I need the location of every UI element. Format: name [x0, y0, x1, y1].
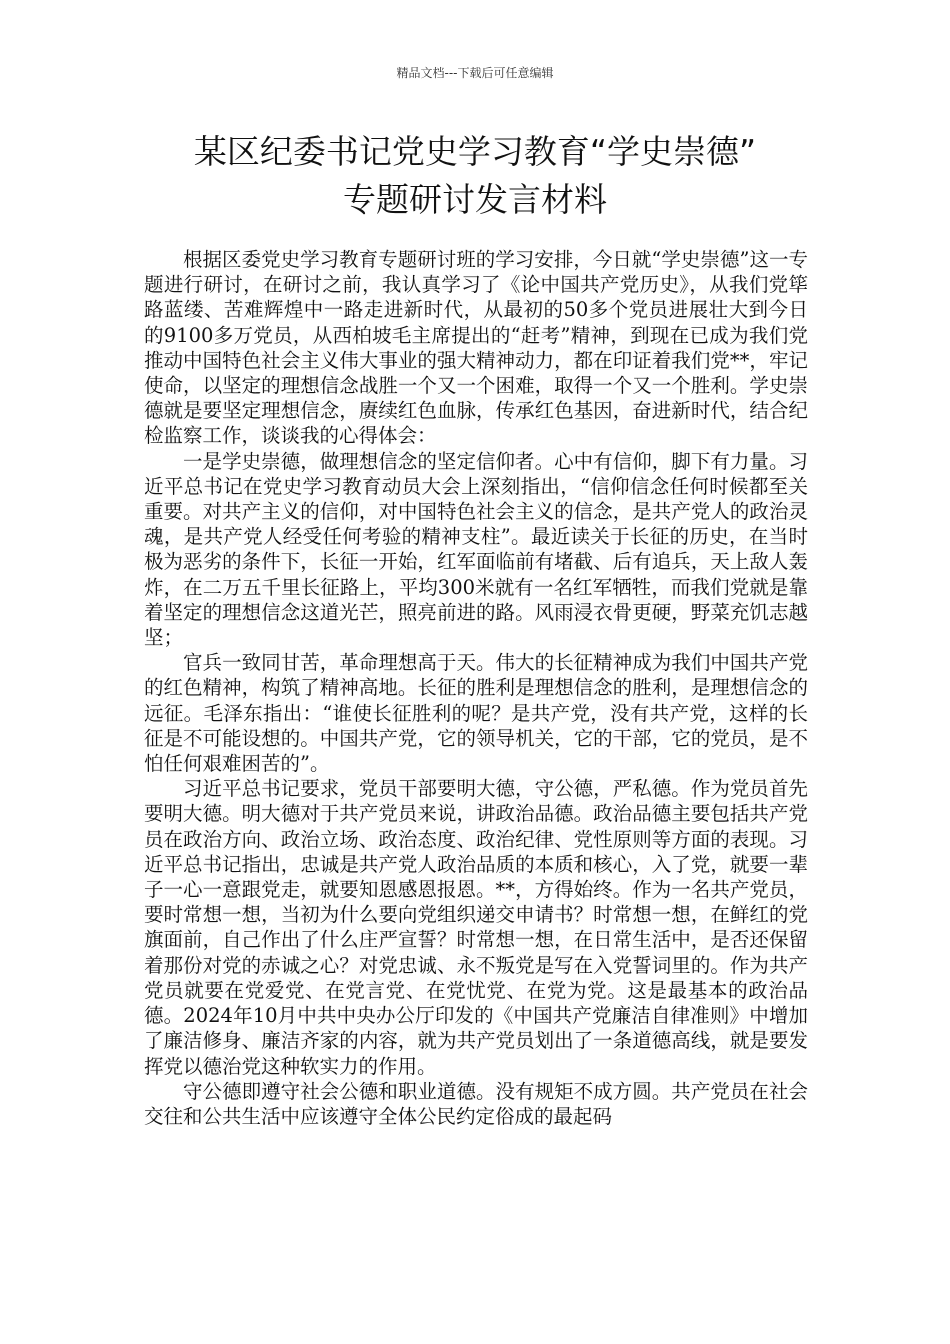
paragraph-2: 一是学史崇德，做理想信念的坚定信仰者。心中有信仰，脚下有力量。习近平总书记在党史学习教育动员大会上深刻指出，“信仰信念任何时候都至关重要。对共产主义的信仰，对中国特色社会主义的信念，是共产党人的政治灵魂，是共产党人经受任何考验的精神支柱”。最近读关于长征的历史，在当时极为恶劣的条件下，长征一开始，红军面临前有堵截、后有追兵，天上敌人轰炸，在二万五千里长征路上，平均300米就有一名红军牺牲，而我们党就是靠着坚定的理想信念这道光芒，照亮前进的路。风雨浸衣骨更硬，野菜充饥志越坚；	[144, 449, 808, 650]
header-note: 精品文档---下载后可任意编辑	[396, 66, 554, 80]
document-body	[144, 247, 808, 1129]
paragraph-5: 守公德即遵守社会公德和职业道德。没有规矩不成方圆。共产党员在社会交往和公共生活中应该遵守全体公民约定俗成的最起码	[144, 1079, 808, 1128]
title-line-2: 专题研讨发言材料	[343, 180, 607, 219]
paragraph-1: 根据区委党史学习教育专题研讨班的学习安排，今日就“学史崇德”这一专题进行研讨，在研讨之前，我认真学习了《论中国共产党历史》，从我们党筚路蓝缕、苦难辉煌中一路走进新时代，从最初的50多个党员进展壮大到今日的9100多万党员，从西柏坡毛主席提出的“赶考”精神，到现在已成为我们党推动中国特色社会主义伟大事业的强大精神动力，都在印证着我们党**，牢记使命，以坚定的理想信念战胜一个又一个困难，取得一个又一个胜利。学史崇德就是要坚定理想信念，赓续红色血脉，传承红色基因，奋进新时代，结合纪检监察工作，谈谈我的心得体会：	[144, 248, 808, 448]
paragraph-3: 官兵一致同甘苦，革命理想高于天。伟大的长征精神成为我们中国共产党的红色精神，构筑了精神高地。长征的胜利是理想信念的胜利，是理想信念的远征。毛泽东指出：“谁使长征胜利的呢？是共产党，没有共产党，这样的长征是不可能设想的。中国共产党，它的领导机关，它的干部，它的党员，是不怕任何艰难困苦的”。	[144, 651, 808, 776]
document-title	[150, 128, 800, 224]
paragraph-4: 习近平总书记要求，党员干部要明大德，守公德，严私德。作为党员首先要明大德。明大德对于共产党员来说，讲政治品德。政治品德主要包括共产党员在政治方向、政治立场、政治态度、政治纪律、党性原则等方面的表现。习近平总书记指出，忠诚是共产党人政治品质的本质和核心，入了党，就要一辈子一心一意跟党走，就要知恩感恩报恩。**，方得始终。作为一名共产党员，要时常想一想，当初为什么要向党组织递交申请书？时常想一想，在鲜红的党旗面前，自己作出了什么庄严宣誓？时常想一想，在日常生活中，是否还保留着那份对党的赤诚之心？对党忠诚、永不叛党是写在入党誓词里的。作为共产党员就要在党爱党、在党言党、在党忧党、在党为党。这是最基本的政治品德。2024年10月中共中央办公厅印发的《中国共产党廉洁自律准则》中增加了廉洁修身、廉洁齐家的内容，就为共产党员划出了一条道德高线，就是要发挥党以德治党这种软实力的作用。	[144, 777, 808, 1078]
title-line-1: 某区纪委书记党史学习教育“学史崇德”	[193, 132, 757, 171]
